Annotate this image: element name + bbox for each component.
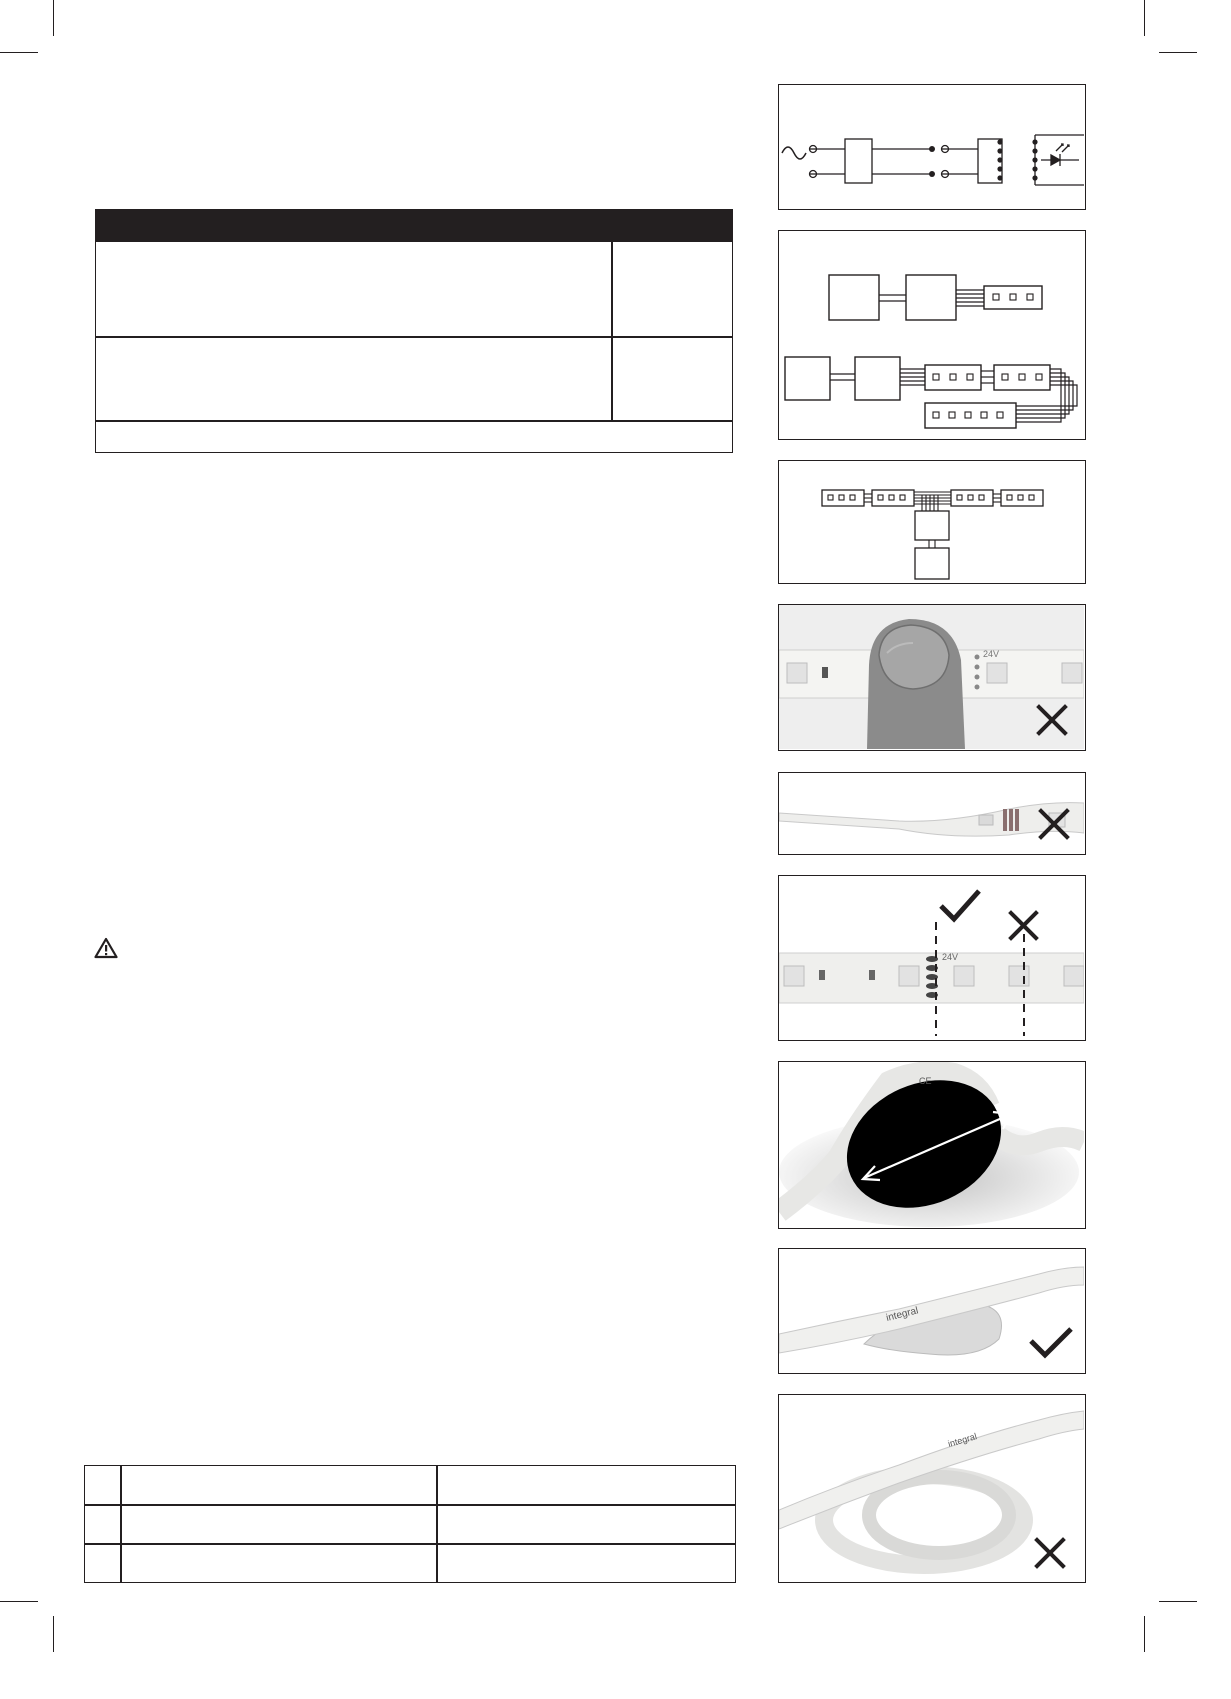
crop-mark <box>53 0 54 36</box>
spec-table-divider <box>611 242 613 421</box>
troubleshoot-row-line <box>84 1543 736 1545</box>
troubleshoot-col-line <box>120 1465 122 1583</box>
splitter-diagram <box>778 460 1086 584</box>
troubleshoot-col-line <box>436 1465 438 1583</box>
strip-label: integral <box>946 1431 978 1449</box>
crop-mark <box>1144 1616 1145 1652</box>
troubleshoot-table-frame <box>84 1465 736 1583</box>
correct-adhesive-photo <box>778 1248 1086 1374</box>
connection-diagram <box>778 230 1086 440</box>
crop-mark <box>1144 0 1145 36</box>
warning-triangle-icon <box>94 937 118 959</box>
crop-mark <box>0 52 38 53</box>
crop-mark <box>1159 1601 1197 1602</box>
strip-label: 24V <box>983 649 1000 659</box>
strip-label: 24V <box>942 952 959 962</box>
ac-source-icon <box>782 147 806 159</box>
strip-label: CE <box>919 1076 932 1086</box>
driver-box-icon <box>829 275 879 320</box>
troubleshoot-row-line <box>84 1504 736 1506</box>
spec-table-header <box>95 209 733 242</box>
strip-label: integral <box>885 1305 920 1324</box>
driver-box-icon <box>845 139 872 183</box>
crop-mark <box>53 1616 54 1652</box>
do-not-twist-photo <box>778 772 1086 855</box>
thumb-icon <box>867 619 965 749</box>
controller-box-icon <box>906 275 956 320</box>
spec-table-row-line <box>95 420 733 422</box>
bend-radius-photo <box>778 1061 1086 1229</box>
crop-mark <box>1159 52 1197 53</box>
controller-box-icon <box>855 357 900 400</box>
spec-table-row-line <box>95 336 733 338</box>
driver-box-icon <box>915 548 949 579</box>
wiring-diagram <box>778 84 1086 210</box>
crop-mark <box>0 1601 38 1602</box>
incorrect-coil-photo <box>778 1394 1086 1583</box>
cut-line-photo <box>778 875 1086 1041</box>
do-not-press-photo <box>778 604 1086 751</box>
driver-box-icon <box>785 357 830 400</box>
controller-box-icon <box>915 511 949 540</box>
led-symbol-icon <box>1041 144 1079 166</box>
